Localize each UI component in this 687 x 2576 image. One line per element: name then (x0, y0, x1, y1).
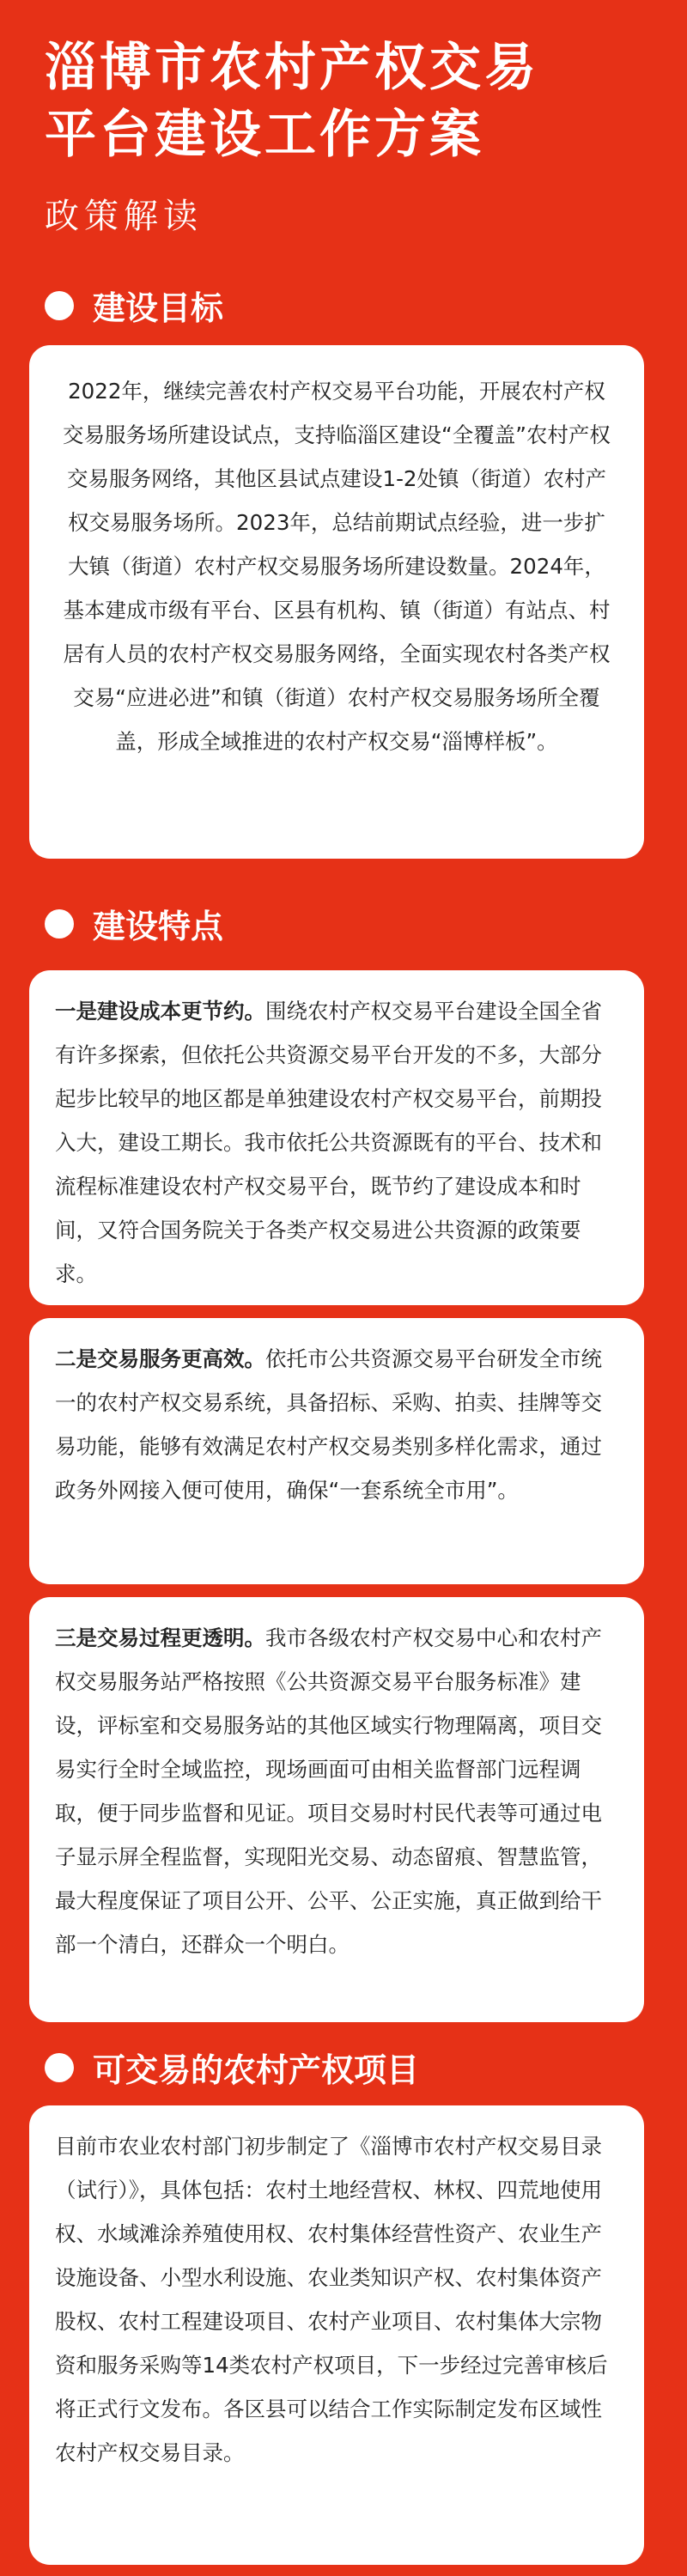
feature-1-text: 围绕农村产权交易平台建设全国全省有许多探索，但依托公共资源交易平台开发的不多，大部分起步比较早的地区都是单独建设农村产权交易平台，前期投入大，建设工期长。我市依托公共资源既有的平台、技术和流程标准建设农村产权交易平台，既节约了建设成本和时间，又符合国务院关于各类产权交易进公共资源的政策要求。 (55, 999, 602, 1286)
feature-card-1 (29, 970, 644, 1305)
section-heading-projects-text: 可交易的农村产权项目 (93, 2051, 420, 2089)
page-title (45, 34, 646, 168)
section-heading-features-text: 建设特点 (93, 908, 224, 945)
page-subtitle: 政策解读 (45, 197, 203, 236)
bullet-dot-icon (45, 2053, 74, 2082)
feature-card-2 (29, 1318, 644, 1584)
section-heading-goal (45, 282, 223, 329)
projects-text: 目前市农业农村部门初步制定了《淄博市农村产权交易目录（试行）》，具体包括：农村土地经营权、林权、四荒地使用权、水域滩涂养殖使用权、农村集体经营性资产、农业生产设施设备、小型水利设施、农业类知识产权、农村集体资产股权、农村工程建设项目、农村产业项目、农村集体大宗物资和服务采购等14类农村产权项目，下一步经过完善审核后将正式行文发布。各区县可以结合工作实际制定发布区域性农村产权交易目录。 (55, 2134, 608, 2465)
goal-text: 2022年，继续完善农村产权交易平台功能，开展农村产权交易服务场所建设试点，支持临淄区建设“全覆盖”农村产权交易服务网络，其他区县试点建设1-2处镇（街道）农村产权交易服务场所。2023年，总结前期试点经验，进一步扩大镇（街道）农村产权交易服务场所建设数量。2024年，基本建成市级有平台、区县有机构、镇（街道）有站点、村居有人员的农村产权交易服务网络，全面实现农村各类产权交易“应进必进”和镇（街道）农村产权交易服务场所全覆盖，形成全域推进的农村产权交易“淄博样板”。 (63, 379, 611, 754)
feature-2-text: 依托市公共资源交易平台研发全市统一的农村产权交易系统，具备招标、采购、拍卖、挂牌等交易功能，能够有效满足农村产权交易类别多样化需求，通过政务外网接入便可使用，确保“一套系统全市用”。 (55, 1346, 602, 1503)
title-line-2: 平台建设工作方案 (45, 105, 484, 165)
bullet-dot-icon (45, 909, 74, 939)
goal-card (29, 345, 644, 859)
section-heading-goal-text: 建设目标 (93, 289, 224, 327)
feature-1-lead: 一是建设成本更节约。 (55, 999, 265, 1024)
title-line-1: 淄博市农村产权交易 (45, 38, 539, 98)
feature-3-lead: 三是交易过程更透明。 (55, 1625, 265, 1650)
projects-card (29, 2105, 644, 2565)
section-heading-projects (45, 2044, 419, 2091)
section-heading-features (45, 900, 223, 947)
feature-card-3 (29, 1597, 644, 2022)
bullet-dot-icon (45, 291, 74, 320)
feature-3-text: 我市各级农村产权交易中心和农村产权交易服务站严格按照《公共资源交易平台服务标准》建设，评标室和交易服务站的其他区域实行物理隔离，项目交易实行全时全域监控，现场画面可由相关监督部门远程调取，便于同步监督和见证。项目交易时村民代表等可通过电子显示屏全程监督，实现阳光交易、动态留痕、智慧监管，最大程度保证了项目公开、公平、公正实施，真正做到给干部一个清白，还群众一个明白。 (55, 1625, 602, 1957)
feature-2-lead: 二是交易服务更高效。 (55, 1346, 265, 1371)
